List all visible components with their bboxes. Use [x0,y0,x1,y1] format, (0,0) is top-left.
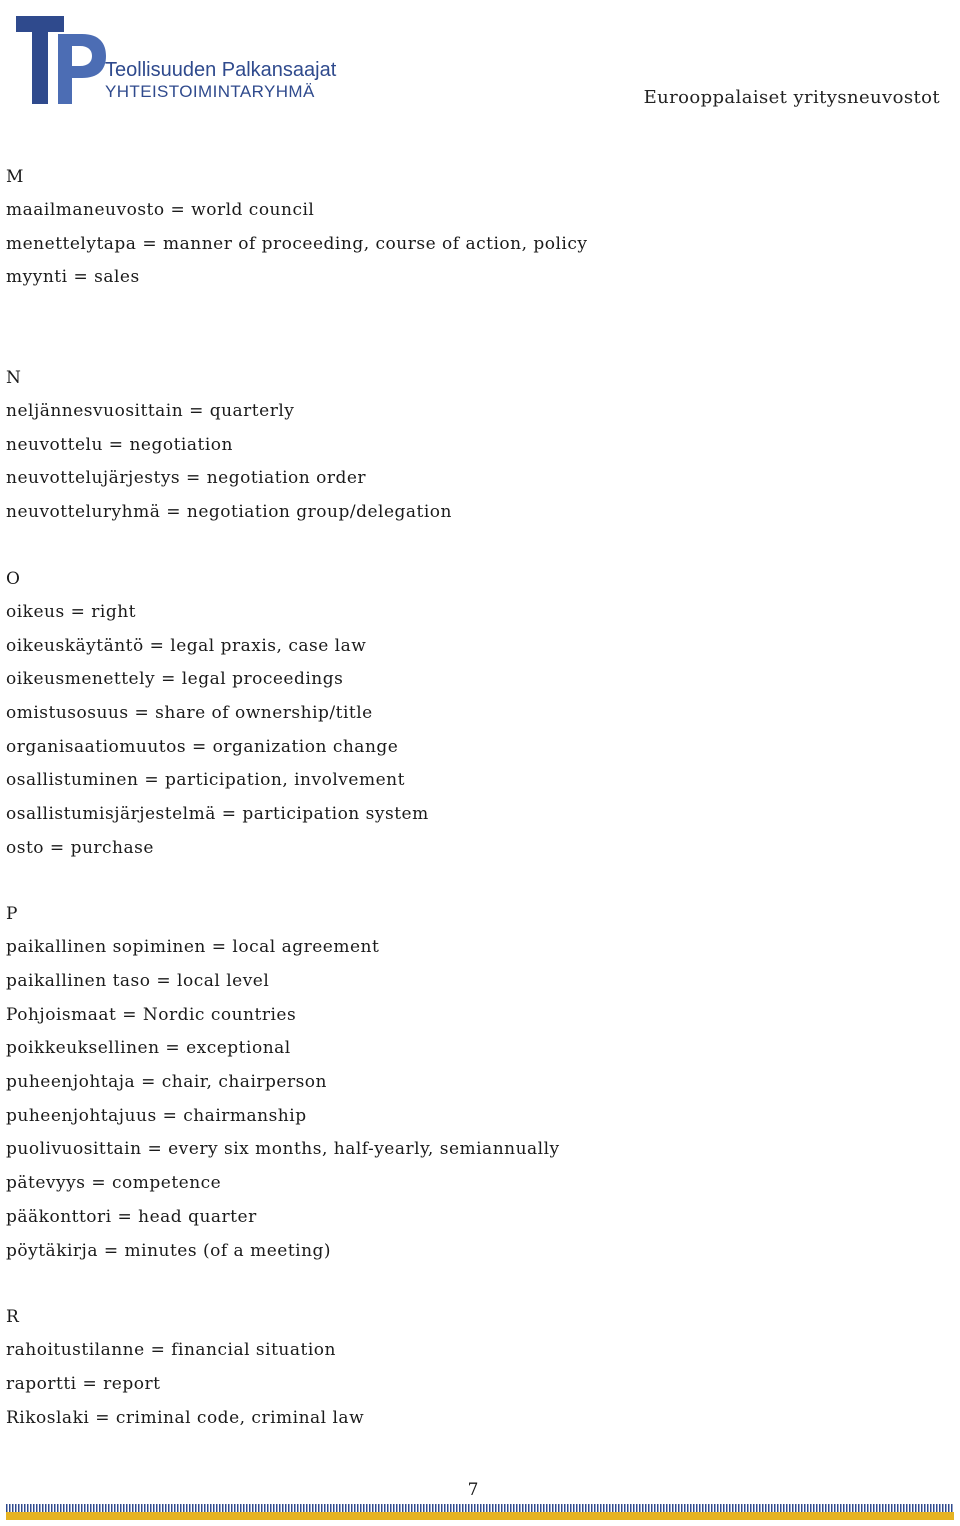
glossary-entry: oikeusmenettely = legal proceedings [6,669,344,690]
glossary-entry: rahoitustilanne = financial situation [6,1340,336,1361]
glossary-entry: neljännesvuosittain = quarterly [6,401,295,422]
spacer [6,1268,926,1300]
section-letter: R [6,1307,19,1328]
section-r [6,1300,926,1435]
glossary-entry: puheenjohtaja = chair, chairperson [6,1072,327,1093]
section-letter: N [6,368,21,389]
glossary-entry: Pohjoismaat = Nordic countries [6,1004,297,1025]
organization-logo [12,12,337,112]
glossary-entry: puolivuosittain = every six months, half-yearly, semiannually [6,1139,560,1160]
glossary-entry: poikkeuksellinen = exceptional [6,1038,291,1059]
page-number: 7 [467,1480,479,1500]
section-p [6,897,926,1268]
glossary-entry: maailmaneuvosto = world council [6,200,315,220]
glossary-entry: paikallinen taso = local level [6,971,270,991]
glossary-entry: omistusosuus = share of ownership/title [6,702,373,723]
glossary-entry: oikeuskäytäntö = legal praxis, case law [6,635,367,656]
section-letter: M [6,167,24,187]
section-o [6,562,926,866]
spacer [6,295,926,361]
glossary-entry: raportti = report [6,1373,161,1394]
footer-rule [6,1504,954,1520]
glossary-entry: myynti = sales [6,267,140,288]
document-title: Eurooppalaiset yritysneuvostot [643,87,940,108]
glossary-entry: pääkonttori = head quarter [6,1206,257,1227]
glossary-entry: oikeus = right [6,601,136,622]
glossary-entry: Rikoslaki = criminal code, criminal law [6,1407,365,1428]
glossary-entry: neuvotteluryhmä = negotiation group/delegation [6,502,452,523]
glossary-entry: osallistuminen = participation, involvement [6,770,405,791]
glossary-entry: neuvottelujärjestys = negotiation order [6,468,367,489]
glossary-entry: pätevyys = competence [6,1173,222,1194]
glossary-entry: puheenjohtajuus = chairmanship [6,1105,307,1126]
section-letter: P [6,904,18,925]
section-n [6,361,926,530]
section-letter: O [6,568,20,589]
glossary-entry: osallistumisjärjestelmä = participation system [6,803,429,824]
glossary-entry: pöytäkirja = minutes (of a meeting) [6,1240,332,1261]
spacer [6,865,926,897]
section-m [6,160,926,295]
glossary-entry: menettelytapa = manner of proceeding, course of action, policy [6,233,588,254]
glossary-entry: paikallinen sopiminen = local agreement [6,937,380,958]
glossary-entry: osto = purchase [6,837,154,858]
glossary-entry: neuvottelu = negotiation [6,434,233,455]
logo-line-1: Teollisuuden Palkansaajat [105,59,337,81]
spacer [6,530,926,562]
logo-line-2: YHTEISTOIMINTARYHMÄ [105,82,315,101]
tp-logo-mark [12,12,108,112]
glossary-entry: organisaatiomuutos = organization change [6,736,399,757]
glossary [6,160,926,1435]
